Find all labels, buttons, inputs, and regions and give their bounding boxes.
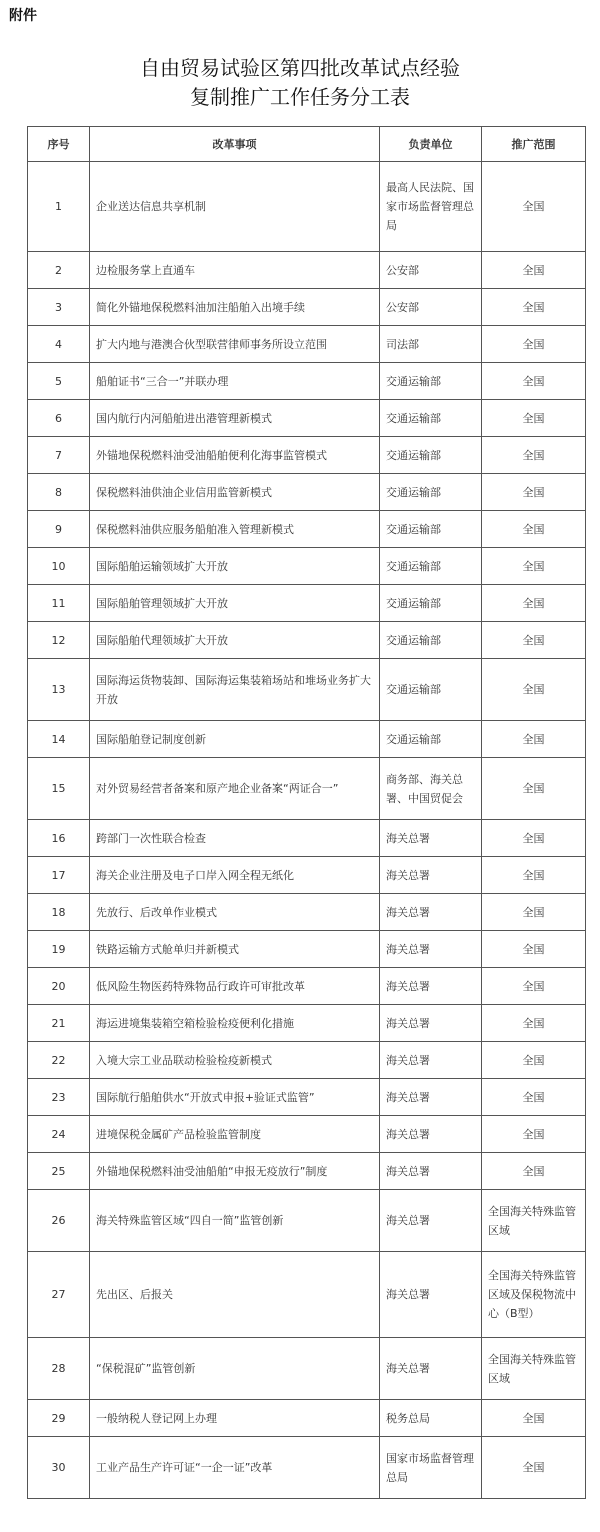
table-row bbox=[28, 1042, 586, 1079]
table-row bbox=[28, 1400, 586, 1437]
row-number: 2 bbox=[28, 252, 90, 289]
attachment-label: 附件 bbox=[9, 8, 37, 24]
scope: 全国 bbox=[482, 289, 586, 326]
reform-item: 国际航行船舶供水“开放式申报+验证式监管” bbox=[90, 1079, 380, 1116]
table-row bbox=[28, 1116, 586, 1153]
table-row bbox=[28, 931, 586, 968]
reform-item: 对外贸易经营者备案和原产地企业备案“两证合一” bbox=[90, 758, 380, 820]
scope: 全国 bbox=[482, 820, 586, 857]
reform-item: 保税燃料油供应服务船舶准入管理新模式 bbox=[90, 511, 380, 548]
reform-item: 企业送达信息共享机制 bbox=[90, 162, 380, 252]
responsible-unit: 交通运输部 bbox=[380, 437, 482, 474]
table-row bbox=[28, 857, 586, 894]
row-number: 11 bbox=[28, 585, 90, 622]
responsible-unit: 海关总署 bbox=[380, 1252, 482, 1338]
row-number: 26 bbox=[28, 1190, 90, 1252]
responsible-unit: 交通运输部 bbox=[380, 511, 482, 548]
row-number: 22 bbox=[28, 1042, 90, 1079]
table-row bbox=[28, 1153, 586, 1190]
row-number: 17 bbox=[28, 857, 90, 894]
table-row bbox=[28, 437, 586, 474]
responsible-unit: 海关总署 bbox=[380, 1190, 482, 1252]
table-row bbox=[28, 659, 586, 721]
reform-item: 工业产品生产许可证“一企一证”改革 bbox=[90, 1437, 380, 1499]
reform-item: “保税混矿”监管创新 bbox=[90, 1338, 380, 1400]
reform-item: 国际船舶代理领域扩大开放 bbox=[90, 622, 380, 659]
header-responsible-unit: 负责单位 bbox=[380, 127, 482, 162]
responsible-unit: 海关总署 bbox=[380, 1005, 482, 1042]
responsible-unit: 交通运输部 bbox=[380, 474, 482, 511]
responsible-unit: 公安部 bbox=[380, 289, 482, 326]
scope: 全国 bbox=[482, 511, 586, 548]
responsible-unit: 交通运输部 bbox=[380, 400, 482, 437]
reform-item: 先放行、后改单作业模式 bbox=[90, 894, 380, 931]
row-number: 14 bbox=[28, 721, 90, 758]
scope: 全国 bbox=[482, 758, 586, 820]
scope: 全国海关特殊监管区域 bbox=[482, 1338, 586, 1400]
table-row bbox=[28, 363, 586, 400]
responsible-unit: 交通运输部 bbox=[380, 363, 482, 400]
scope: 全国海关特殊监管区域及保税物流中心（B型） bbox=[482, 1252, 586, 1338]
table-row bbox=[28, 622, 586, 659]
table-row bbox=[28, 820, 586, 857]
table-row bbox=[28, 1338, 586, 1400]
responsible-unit: 公安部 bbox=[380, 252, 482, 289]
responsible-unit: 海关总署 bbox=[380, 1153, 482, 1190]
reform-item: 边检服务掌上直通车 bbox=[90, 252, 380, 289]
row-number: 8 bbox=[28, 474, 90, 511]
responsible-unit: 司法部 bbox=[380, 326, 482, 363]
table-row bbox=[28, 1252, 586, 1338]
responsible-unit: 海关总署 bbox=[380, 1042, 482, 1079]
row-number: 4 bbox=[28, 326, 90, 363]
header-number: 序号 bbox=[28, 127, 90, 162]
reform-item: 外锚地保税燃料油受油船舶便利化海事监管模式 bbox=[90, 437, 380, 474]
table-row bbox=[28, 326, 586, 363]
responsible-unit: 海关总署 bbox=[380, 968, 482, 1005]
scope: 全国 bbox=[482, 363, 586, 400]
responsible-unit: 交通运输部 bbox=[380, 622, 482, 659]
header-reform-item: 改革事项 bbox=[90, 127, 380, 162]
scope: 全国 bbox=[482, 894, 586, 931]
reform-item: 入境大宗工业品联动检验检疫新模式 bbox=[90, 1042, 380, 1079]
table-row bbox=[28, 1079, 586, 1116]
scope: 全国 bbox=[482, 162, 586, 252]
reform-item: 船舶证书“三合一”并联办理 bbox=[90, 363, 380, 400]
table-row bbox=[28, 252, 586, 289]
table-row bbox=[28, 894, 586, 931]
row-number: 7 bbox=[28, 437, 90, 474]
responsible-unit: 交通运输部 bbox=[380, 548, 482, 585]
responsible-unit: 海关总署 bbox=[380, 1079, 482, 1116]
table-row bbox=[28, 548, 586, 585]
reform-item: 低风险生物医药特殊物品行政许可审批改革 bbox=[90, 968, 380, 1005]
title-line-1: 自由贸易试验区第四批改革试点经验 bbox=[140, 56, 460, 80]
scope: 全国海关特殊监管区域 bbox=[482, 1190, 586, 1252]
table-row bbox=[28, 474, 586, 511]
responsible-unit: 税务总局 bbox=[380, 1400, 482, 1437]
responsible-unit: 商务部、海关总署、中国贸促会 bbox=[380, 758, 482, 820]
reform-item: 扩大内地与港澳合伙型联营律师事务所设立范围 bbox=[90, 326, 380, 363]
scope: 全国 bbox=[482, 931, 586, 968]
row-number: 21 bbox=[28, 1005, 90, 1042]
title-line-2: 复制推广工作任务分工表 bbox=[190, 85, 410, 109]
table-row bbox=[28, 1190, 586, 1252]
scope: 全国 bbox=[482, 1400, 586, 1437]
scope: 全国 bbox=[482, 1116, 586, 1153]
row-number: 5 bbox=[28, 363, 90, 400]
scope: 全国 bbox=[482, 585, 586, 622]
table-row bbox=[28, 289, 586, 326]
table-row bbox=[28, 585, 586, 622]
header-scope: 推广范围 bbox=[482, 127, 586, 162]
reform-item: 国际船舶管理领域扩大开放 bbox=[90, 585, 380, 622]
scope: 全国 bbox=[482, 252, 586, 289]
table-row bbox=[28, 162, 586, 252]
row-number: 23 bbox=[28, 1079, 90, 1116]
scope: 全国 bbox=[482, 1079, 586, 1116]
row-number: 13 bbox=[28, 659, 90, 721]
row-number: 16 bbox=[28, 820, 90, 857]
row-number: 28 bbox=[28, 1338, 90, 1400]
row-number: 27 bbox=[28, 1252, 90, 1338]
responsible-unit: 最高人民法院、国家市场监督管理总局 bbox=[380, 162, 482, 252]
reform-item: 国际船舶登记制度创新 bbox=[90, 721, 380, 758]
reform-item: 海运进境集装箱空箱检验检疫便利化措施 bbox=[90, 1005, 380, 1042]
responsible-unit: 交通运输部 bbox=[380, 721, 482, 758]
row-number: 15 bbox=[28, 758, 90, 820]
row-number: 10 bbox=[28, 548, 90, 585]
row-number: 19 bbox=[28, 931, 90, 968]
scope: 全国 bbox=[482, 474, 586, 511]
row-number: 18 bbox=[28, 894, 90, 931]
reform-item: 进境保税金属矿产品检验监管制度 bbox=[90, 1116, 380, 1153]
responsible-unit: 交通运输部 bbox=[380, 659, 482, 721]
scope: 全国 bbox=[482, 1153, 586, 1190]
scope: 全国 bbox=[482, 326, 586, 363]
table-row bbox=[28, 968, 586, 1005]
table-row bbox=[28, 511, 586, 548]
scope: 全国 bbox=[482, 622, 586, 659]
reform-item: 海关企业注册及电子口岸入网全程无纸化 bbox=[90, 857, 380, 894]
reform-item: 国内航行内河船舶进出港管理新模式 bbox=[90, 400, 380, 437]
document-title bbox=[0, 54, 600, 112]
scope: 全国 bbox=[482, 400, 586, 437]
row-number: 20 bbox=[28, 968, 90, 1005]
responsible-unit: 海关总署 bbox=[380, 1338, 482, 1400]
scope: 全国 bbox=[482, 1042, 586, 1079]
row-number: 3 bbox=[28, 289, 90, 326]
row-number: 25 bbox=[28, 1153, 90, 1190]
scope: 全国 bbox=[482, 1005, 586, 1042]
responsible-unit: 国家市场监督管理总局 bbox=[380, 1437, 482, 1499]
scope: 全国 bbox=[482, 659, 586, 721]
task-table bbox=[27, 126, 586, 1499]
scope: 全国 bbox=[482, 437, 586, 474]
responsible-unit: 海关总署 bbox=[380, 820, 482, 857]
scope: 全国 bbox=[482, 721, 586, 758]
reform-item: 简化外锚地保税燃料油加注船舶入出境手续 bbox=[90, 289, 380, 326]
reform-item: 国际船舶运输领域扩大开放 bbox=[90, 548, 380, 585]
table-header-row bbox=[28, 127, 586, 162]
reform-item: 国际海运货物装卸、国际海运集装箱场站和堆场业务扩大开放 bbox=[90, 659, 380, 721]
row-number: 24 bbox=[28, 1116, 90, 1153]
responsible-unit: 海关总署 bbox=[380, 894, 482, 931]
responsible-unit: 海关总署 bbox=[380, 857, 482, 894]
row-number: 9 bbox=[28, 511, 90, 548]
table-row bbox=[28, 1005, 586, 1042]
responsible-unit: 海关总署 bbox=[380, 931, 482, 968]
scope: 全国 bbox=[482, 1437, 586, 1499]
table-row bbox=[28, 721, 586, 758]
reform-item: 保税燃料油供油企业信用监管新模式 bbox=[90, 474, 380, 511]
responsible-unit: 海关总署 bbox=[380, 1116, 482, 1153]
table-row bbox=[28, 758, 586, 820]
reform-item: 铁路运输方式舱单归并新模式 bbox=[90, 931, 380, 968]
reform-item: 外锚地保税燃料油受油船舶“申报无疫放行”制度 bbox=[90, 1153, 380, 1190]
reform-item: 海关特殊监管区域“四自一简”监管创新 bbox=[90, 1190, 380, 1252]
scope: 全国 bbox=[482, 968, 586, 1005]
reform-item: 跨部门一次性联合检查 bbox=[90, 820, 380, 857]
row-number: 6 bbox=[28, 400, 90, 437]
row-number: 12 bbox=[28, 622, 90, 659]
reform-item: 一般纳税人登记网上办理 bbox=[90, 1400, 380, 1437]
scope: 全国 bbox=[482, 857, 586, 894]
reform-item: 先出区、后报关 bbox=[90, 1252, 380, 1338]
table-row bbox=[28, 400, 586, 437]
scope: 全国 bbox=[482, 548, 586, 585]
table-row bbox=[28, 1437, 586, 1499]
row-number: 1 bbox=[28, 162, 90, 252]
responsible-unit: 交通运输部 bbox=[380, 585, 482, 622]
row-number: 29 bbox=[28, 1400, 90, 1437]
row-number: 30 bbox=[28, 1437, 90, 1499]
